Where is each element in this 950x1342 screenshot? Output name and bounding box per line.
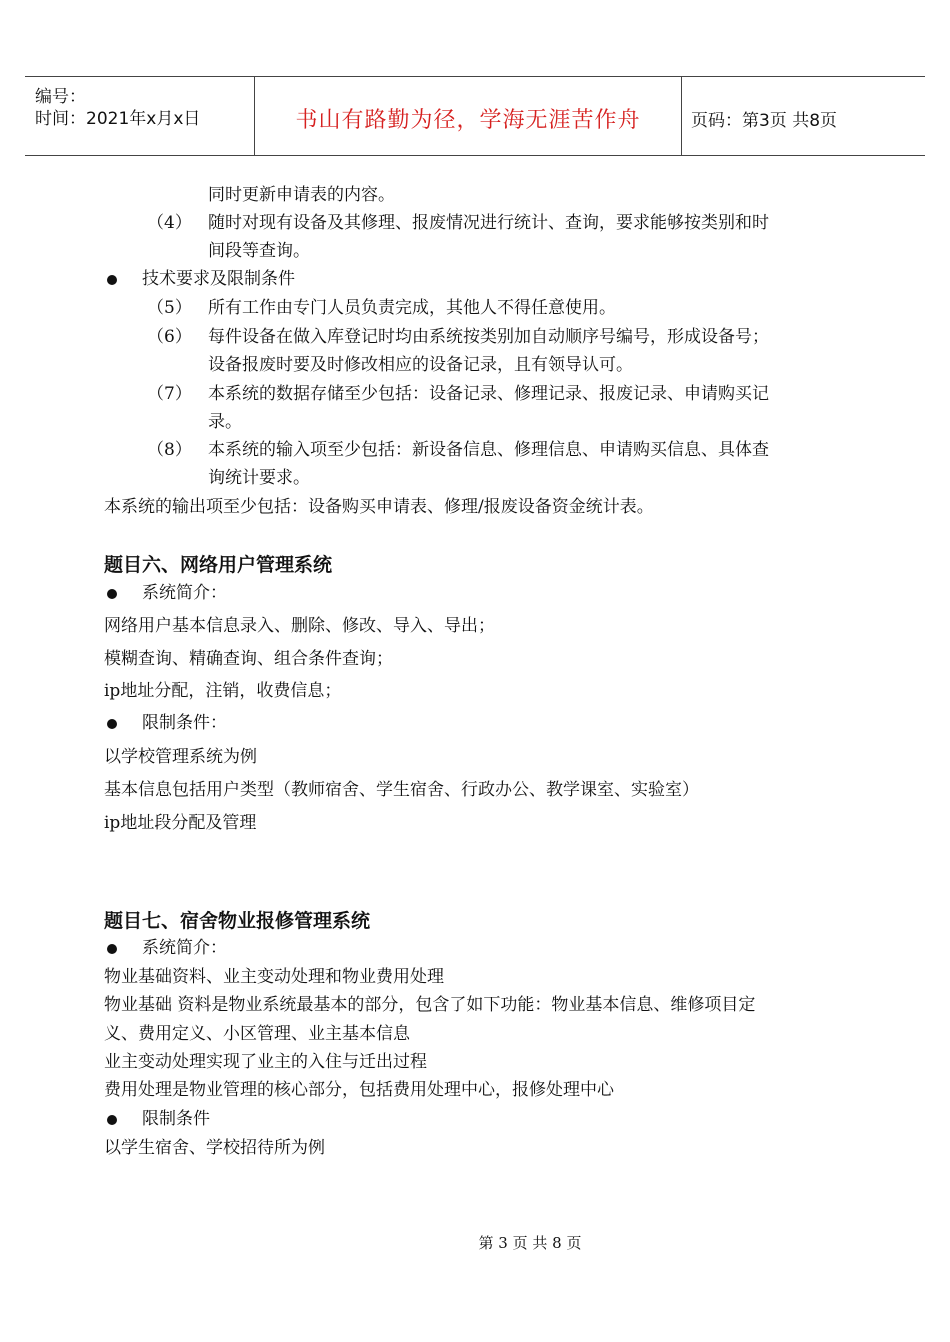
bullet-heading: 限制条件：	[142, 713, 227, 733]
section-title: 题目六、网络用户管理系统	[104, 554, 333, 576]
header-motto-cell	[254, 77, 682, 155]
text-line: 费用处理是物业管理的核心部分，包括费用处理中心，报修处理中心	[104, 1080, 614, 1100]
text-line: 网络用户基本信息录入、删除、修改、导入、导出；	[104, 616, 495, 636]
bullet-heading: 系统简介：	[142, 938, 227, 958]
text-line: 以学校管理系统为例	[104, 747, 257, 767]
list-item-number: （5）	[147, 298, 192, 318]
bullet-icon	[107, 1115, 117, 1125]
list-item-number: （8）	[147, 440, 192, 460]
text-line: 业主变动处理实现了业主的入住与迁出过程	[104, 1052, 427, 1072]
text-line: 模糊查询、精确查询、组合条件查询；	[104, 649, 393, 669]
list-item-number: （6）	[147, 327, 192, 347]
bullet-icon	[107, 589, 117, 599]
page-footer: 第 3 页 共 8 页	[478, 1234, 582, 1252]
text-line: 本系统的输出项至少包括：设备购买申请表、修理/报废设备资金统计表。	[104, 497, 654, 517]
list-item-text: 录。	[208, 412, 242, 432]
bullet-heading: 技术要求及限制条件	[142, 269, 295, 289]
list-item-text: 所有工作由专门人员负责完成，其他人不得任意使用。	[208, 298, 616, 318]
list-item-text: 间段等查询。	[208, 241, 310, 261]
bullet-icon	[107, 719, 117, 729]
text-line: 基本信息包括用户类型（教师宿舍、学生宿舍、行政办公、教学课室、实验室）	[104, 780, 699, 800]
bullet-icon	[107, 944, 117, 954]
list-item-text: 每件设备在做入库登记时均由系统按类别加自动顺序号编号，形成设备号；	[208, 327, 769, 347]
bullet-heading: 限制条件	[142, 1109, 210, 1129]
section-title: 题目七、宿舍物业报修管理系统	[104, 910, 371, 932]
list-item-text: 询统计要求。	[208, 468, 310, 488]
text-line: ip地址段分配及管理	[104, 813, 257, 833]
text-line: 义、费用定义、小区管理、业主基本信息	[104, 1024, 410, 1044]
list-item-text: 本系统的数据存储至少包括：设备记录、修理记录、报废记录、申请购买记	[208, 384, 769, 404]
text-line: 物业基础资料、业主变动处理和物业费用处理	[104, 967, 444, 987]
header-page-cell	[681, 77, 925, 155]
list-item-text: 随时对现有设备及其修理、报废情况进行统计、查询，要求能够按类别和时	[208, 213, 769, 233]
text-line: 以学生宿舍、学校招待所为例	[104, 1138, 325, 1158]
page-header	[25, 76, 925, 156]
list-item-number: （7）	[147, 384, 192, 404]
list-item-number: （4）	[147, 213, 192, 233]
bullet-heading: 系统简介：	[142, 583, 227, 603]
bullet-icon	[107, 275, 117, 285]
document-time-label: 时间：2021年x月x日	[35, 109, 201, 129]
header-page-number: 页码：第3页 共8页	[691, 111, 838, 131]
text-line: 物业基础 资料是物业系统最基本的部分，包含了如下功能：物业基本信息、维修项目定	[104, 995, 756, 1015]
text-line: 同时更新申请表的内容。	[208, 185, 395, 205]
header-motto: 书山有路勤为径，学海无涯苦作舟	[295, 108, 641, 133]
list-item-text: 本系统的输入项至少包括：新设备信息、修理信息、申请购买信息、具体查	[208, 440, 769, 460]
document-number-label: 编号：	[35, 87, 86, 107]
header-left-cell	[25, 77, 254, 155]
list-item-text: 设备报废时要及时修改相应的设备记录，且有领导认可。	[208, 355, 633, 375]
text-line: ip地址分配，注销，收费信息；	[104, 681, 342, 701]
